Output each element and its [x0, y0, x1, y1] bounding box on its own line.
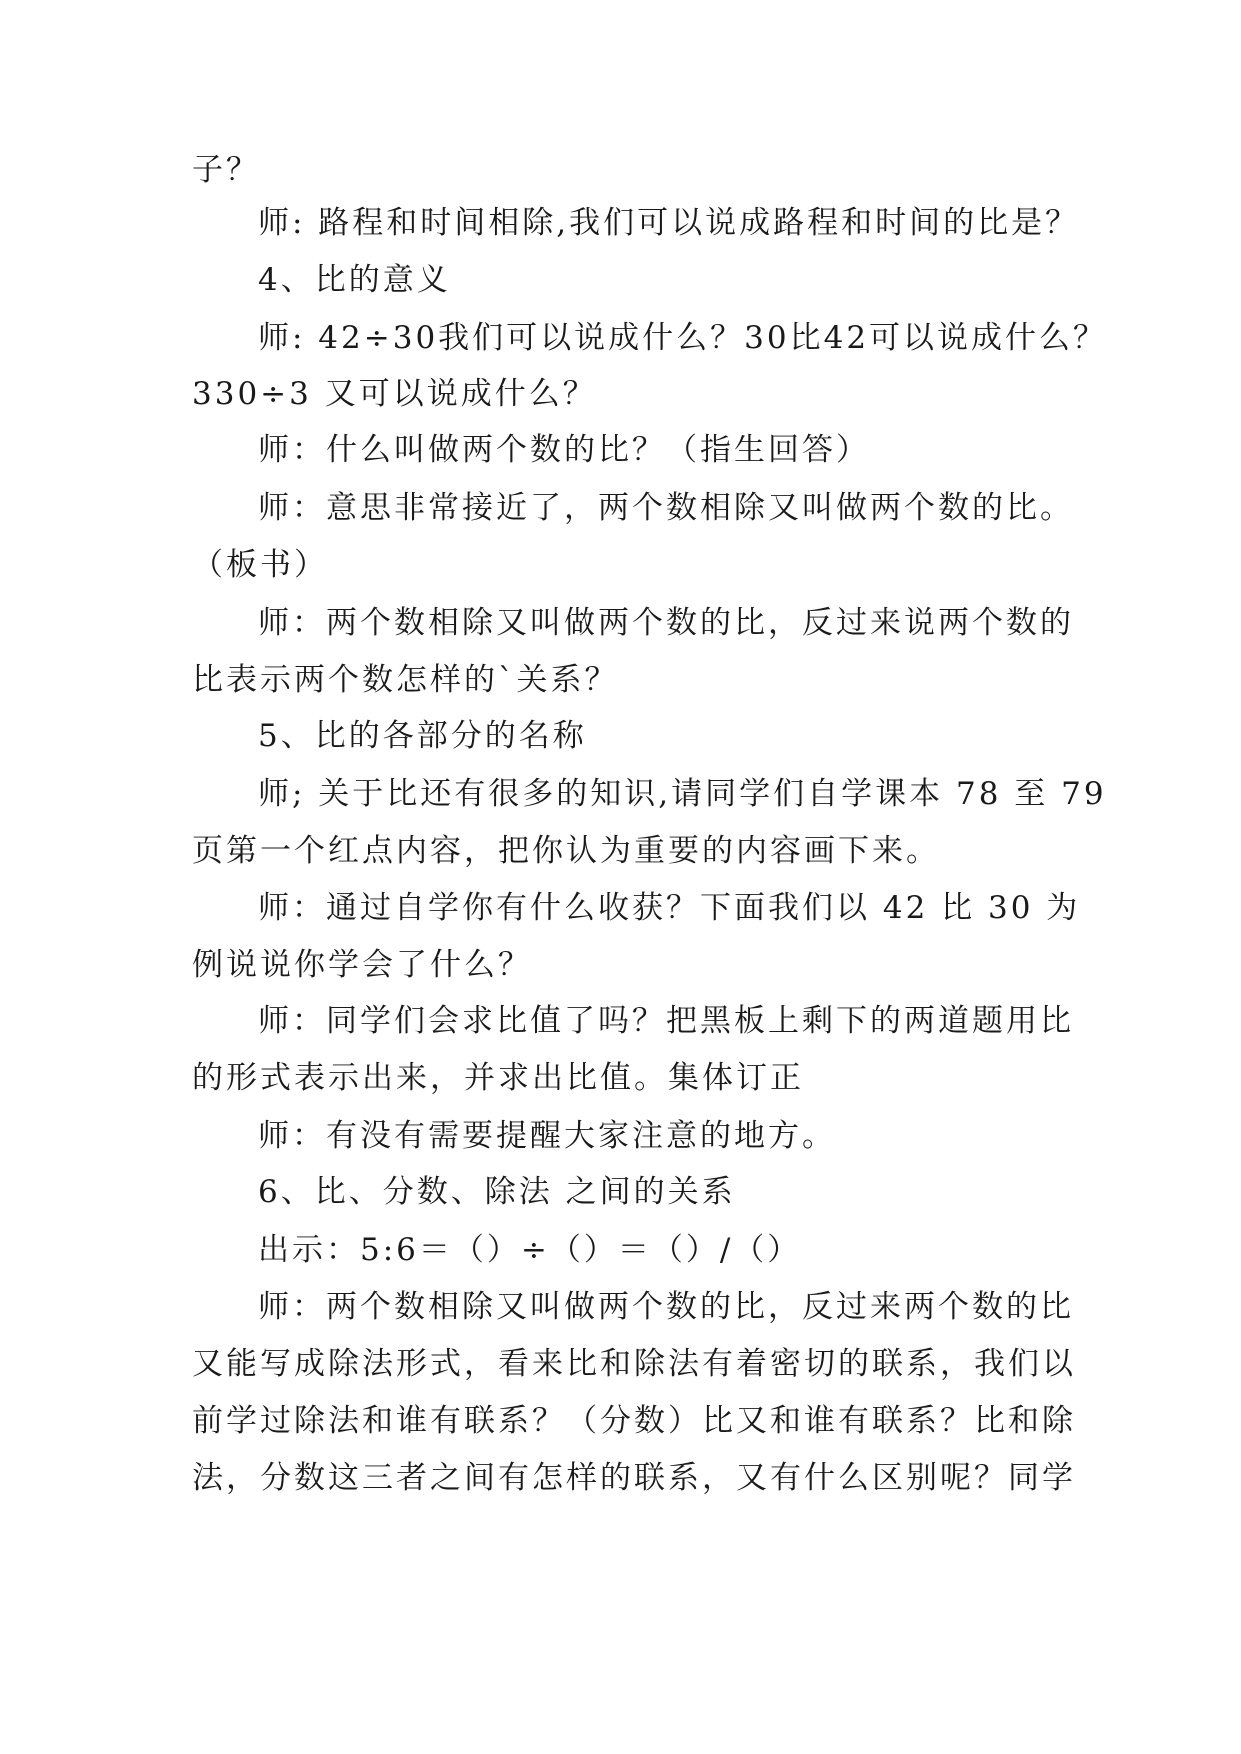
section-heading: 5、比的各部分的名称 — [258, 718, 587, 754]
text-line: 法，分数这三者之间有怎样的联系，又有什么区别呢？同学 — [192, 1460, 1076, 1496]
text-line: 页第一个红点内容，把你认为重要的内容画下来。 — [192, 833, 940, 869]
section-heading: 6、比、分数、除法 之间的关系 — [258, 1174, 736, 1210]
text-line: 师：意思非常接近了，两个数相除又叫做两个数的比。 — [258, 490, 1074, 526]
text-line: 前学过除法和谁有联系？（分数）比又和谁有联系？比和除 — [192, 1403, 1076, 1439]
text-line: 师：什么叫做两个数的比？（指生回答） — [258, 432, 870, 468]
text-line: 师：两个数相除又叫做两个数的比，反过来说两个数的 — [258, 605, 1074, 641]
section-heading: 4、比的意义 — [258, 262, 451, 298]
text-line: 师：同学们会求比值了吗？把黑板上剩下的两道题用比 — [258, 1003, 1074, 1039]
text-line: 330÷3 又可以说成什么？ — [192, 376, 597, 412]
text-line: 师：通过自学你有什么收获？下面我们以 42 比 30 为 — [258, 890, 1081, 926]
text-line: 又能写成除法形式，看来比和除法有着密切的联系，我们以 — [192, 1346, 1076, 1382]
text-line: 师; 关于比还有很多的知识,请同学们自学课本 78 至 79 — [258, 776, 1107, 812]
text-line: 师: 路程和时间相除,我们可以说成路程和时间的比是？ — [258, 205, 1080, 241]
text-line: 师：有没有需要提醒大家注意的地方。 — [258, 1118, 836, 1154]
text-line: （板书） — [192, 547, 328, 583]
text-line: 师: 42÷30我们可以说成什么？30比42可以说成什么？ — [258, 320, 1108, 356]
text-line: 比表示两个数怎样的`关系？ — [192, 662, 619, 698]
text-line: 师：两个数相除又叫做两个数的比，反过来两个数的比 — [258, 1289, 1074, 1325]
text-line: 的形式表示出来，并求出比值。集体订正 — [192, 1060, 804, 1096]
text-line: 例说说你学会了什么？ — [192, 947, 532, 983]
formula-line: 出示：5:6＝（）÷（）＝（）/（） — [258, 1232, 802, 1268]
text-line: 子？ — [192, 152, 260, 188]
